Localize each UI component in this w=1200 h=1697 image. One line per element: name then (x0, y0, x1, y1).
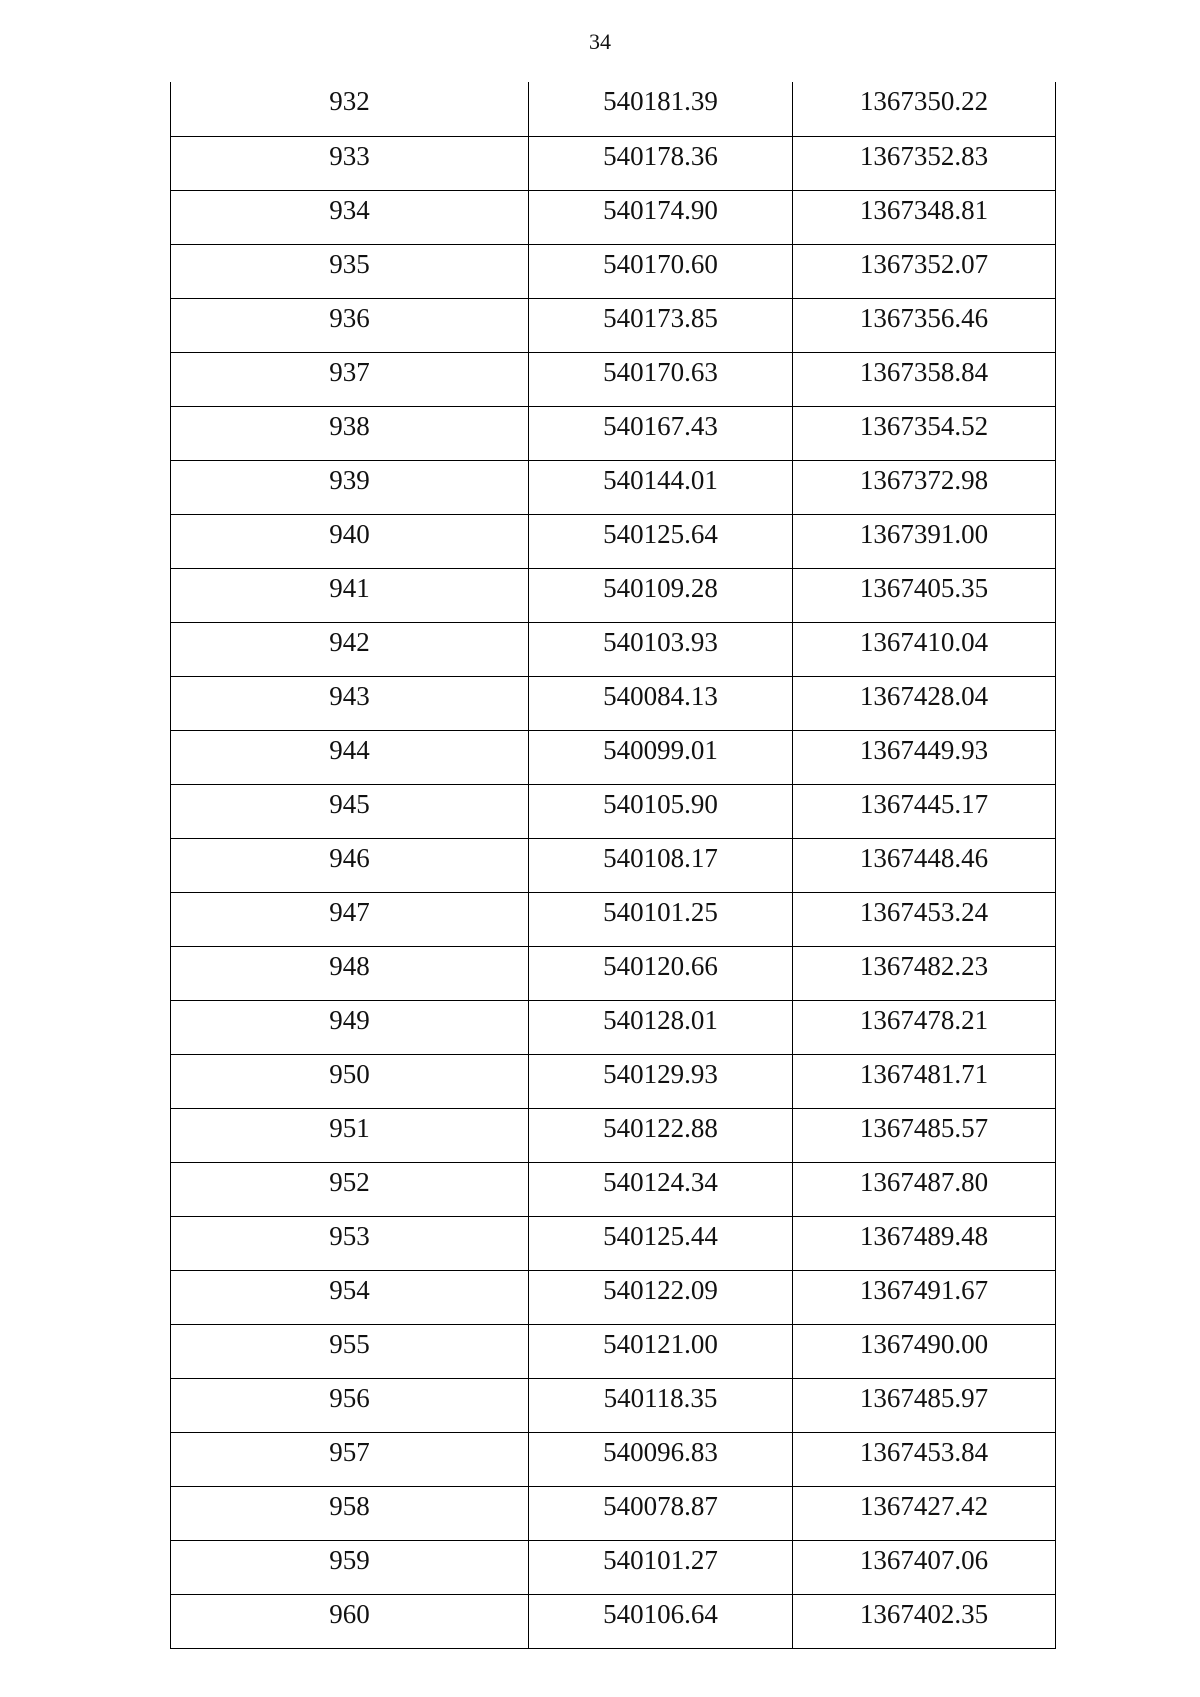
y-coordinate-cell: 1367354.52 (793, 406, 1056, 460)
table-row (171, 514, 1056, 568)
point-number-cell: 940 (171, 514, 529, 568)
point-number-cell: 960 (171, 1594, 529, 1648)
table-row (171, 622, 1056, 676)
x-coordinate-cell: 540105.90 (529, 784, 793, 838)
table-row (171, 136, 1056, 190)
table-row (171, 1594, 1056, 1648)
table-row (171, 1108, 1056, 1162)
point-number-cell: 953 (171, 1216, 529, 1270)
point-number-cell: 944 (171, 730, 529, 784)
point-number-cell: 933 (171, 136, 529, 190)
table-row (171, 730, 1056, 784)
point-number-cell: 937 (171, 352, 529, 406)
table-row (171, 1432, 1056, 1486)
y-coordinate-cell: 1367448.46 (793, 838, 1056, 892)
y-coordinate-cell: 1367427.42 (793, 1486, 1056, 1540)
y-coordinate-cell: 1367449.93 (793, 730, 1056, 784)
point-number-cell: 949 (171, 1000, 529, 1054)
table-row (171, 82, 1056, 136)
y-coordinate-cell: 1367482.23 (793, 946, 1056, 1000)
y-coordinate-cell: 1367453.84 (793, 1432, 1056, 1486)
x-coordinate-cell: 540109.28 (529, 568, 793, 622)
y-coordinate-cell: 1367487.80 (793, 1162, 1056, 1216)
x-coordinate-cell: 540174.90 (529, 190, 793, 244)
x-coordinate-cell: 540106.64 (529, 1594, 793, 1648)
y-coordinate-cell: 1367358.84 (793, 352, 1056, 406)
x-coordinate-cell: 540118.35 (529, 1378, 793, 1432)
point-number-cell: 957 (171, 1432, 529, 1486)
table-row (171, 1000, 1056, 1054)
page-number: 34 (589, 29, 611, 54)
point-number-cell: 950 (171, 1054, 529, 1108)
y-coordinate-cell: 1367348.81 (793, 190, 1056, 244)
y-coordinate-cell: 1367372.98 (793, 460, 1056, 514)
x-coordinate-cell: 540120.66 (529, 946, 793, 1000)
table-row (171, 460, 1056, 514)
y-coordinate-cell: 1367352.07 (793, 244, 1056, 298)
point-number-cell: 942 (171, 622, 529, 676)
x-coordinate-cell: 540125.64 (529, 514, 793, 568)
point-number-cell: 954 (171, 1270, 529, 1324)
y-coordinate-cell: 1367350.22 (793, 82, 1056, 136)
x-coordinate-cell: 540178.36 (529, 136, 793, 190)
table-row (171, 190, 1056, 244)
y-coordinate-cell: 1367407.06 (793, 1540, 1056, 1594)
x-coordinate-cell: 540125.44 (529, 1216, 793, 1270)
y-coordinate-cell: 1367491.67 (793, 1270, 1056, 1324)
table-row (171, 298, 1056, 352)
y-coordinate-cell: 1367478.21 (793, 1000, 1056, 1054)
y-coordinate-cell: 1367485.97 (793, 1378, 1056, 1432)
table-row (171, 1270, 1056, 1324)
y-coordinate-cell: 1367391.00 (793, 514, 1056, 568)
table-row (171, 784, 1056, 838)
table-row (171, 568, 1056, 622)
table-row (171, 1162, 1056, 1216)
table-row (171, 892, 1056, 946)
table-row (171, 352, 1056, 406)
x-coordinate-cell: 540173.85 (529, 298, 793, 352)
point-number-cell: 936 (171, 298, 529, 352)
y-coordinate-cell: 1367410.04 (793, 622, 1056, 676)
x-coordinate-cell: 540144.01 (529, 460, 793, 514)
x-coordinate-cell: 540096.83 (529, 1432, 793, 1486)
table-row (171, 1324, 1056, 1378)
table-row (171, 1216, 1056, 1270)
x-coordinate-cell: 540181.39 (529, 82, 793, 136)
point-number-cell: 938 (171, 406, 529, 460)
y-coordinate-cell: 1367481.71 (793, 1054, 1056, 1108)
point-number-cell: 951 (171, 1108, 529, 1162)
coordinates-table (170, 82, 1056, 1649)
x-coordinate-cell: 540122.09 (529, 1270, 793, 1324)
point-number-cell: 943 (171, 676, 529, 730)
point-number-cell: 945 (171, 784, 529, 838)
x-coordinate-cell: 540121.00 (529, 1324, 793, 1378)
x-coordinate-cell: 540103.93 (529, 622, 793, 676)
table-row (171, 1054, 1056, 1108)
point-number-cell: 934 (171, 190, 529, 244)
point-number-cell: 948 (171, 946, 529, 1000)
y-coordinate-cell: 1367352.83 (793, 136, 1056, 190)
point-number-cell: 956 (171, 1378, 529, 1432)
x-coordinate-cell: 540124.34 (529, 1162, 793, 1216)
x-coordinate-cell: 540084.13 (529, 676, 793, 730)
table-row (171, 676, 1056, 730)
point-number-cell: 958 (171, 1486, 529, 1540)
y-coordinate-cell: 1367428.04 (793, 676, 1056, 730)
point-number-cell: 952 (171, 1162, 529, 1216)
point-number-cell: 941 (171, 568, 529, 622)
x-coordinate-cell: 540122.88 (529, 1108, 793, 1162)
point-number-cell: 935 (171, 244, 529, 298)
x-coordinate-cell: 540167.43 (529, 406, 793, 460)
x-coordinate-cell: 540101.27 (529, 1540, 793, 1594)
point-number-cell: 939 (171, 460, 529, 514)
point-number-cell: 932 (171, 82, 529, 136)
table-row (171, 406, 1056, 460)
point-number-cell: 959 (171, 1540, 529, 1594)
x-coordinate-cell: 540128.01 (529, 1000, 793, 1054)
table-row (171, 946, 1056, 1000)
x-coordinate-cell: 540101.25 (529, 892, 793, 946)
coordinates-table-body (171, 82, 1056, 1648)
x-coordinate-cell: 540170.63 (529, 352, 793, 406)
y-coordinate-cell: 1367489.48 (793, 1216, 1056, 1270)
table-row (171, 1486, 1056, 1540)
y-coordinate-cell: 1367402.35 (793, 1594, 1056, 1648)
table-row (171, 838, 1056, 892)
y-coordinate-cell: 1367405.35 (793, 568, 1056, 622)
x-coordinate-cell: 540170.60 (529, 244, 793, 298)
x-coordinate-cell: 540078.87 (529, 1486, 793, 1540)
point-number-cell: 947 (171, 892, 529, 946)
x-coordinate-cell: 540108.17 (529, 838, 793, 892)
x-coordinate-cell: 540129.93 (529, 1054, 793, 1108)
y-coordinate-cell: 1367453.24 (793, 892, 1056, 946)
table-row (171, 1540, 1056, 1594)
x-coordinate-cell: 540099.01 (529, 730, 793, 784)
table-row (171, 244, 1056, 298)
y-coordinate-cell: 1367485.57 (793, 1108, 1056, 1162)
y-coordinate-cell: 1367356.46 (793, 298, 1056, 352)
table-row (171, 1378, 1056, 1432)
point-number-cell: 946 (171, 838, 529, 892)
point-number-cell: 955 (171, 1324, 529, 1378)
y-coordinate-cell: 1367445.17 (793, 784, 1056, 838)
y-coordinate-cell: 1367490.00 (793, 1324, 1056, 1378)
